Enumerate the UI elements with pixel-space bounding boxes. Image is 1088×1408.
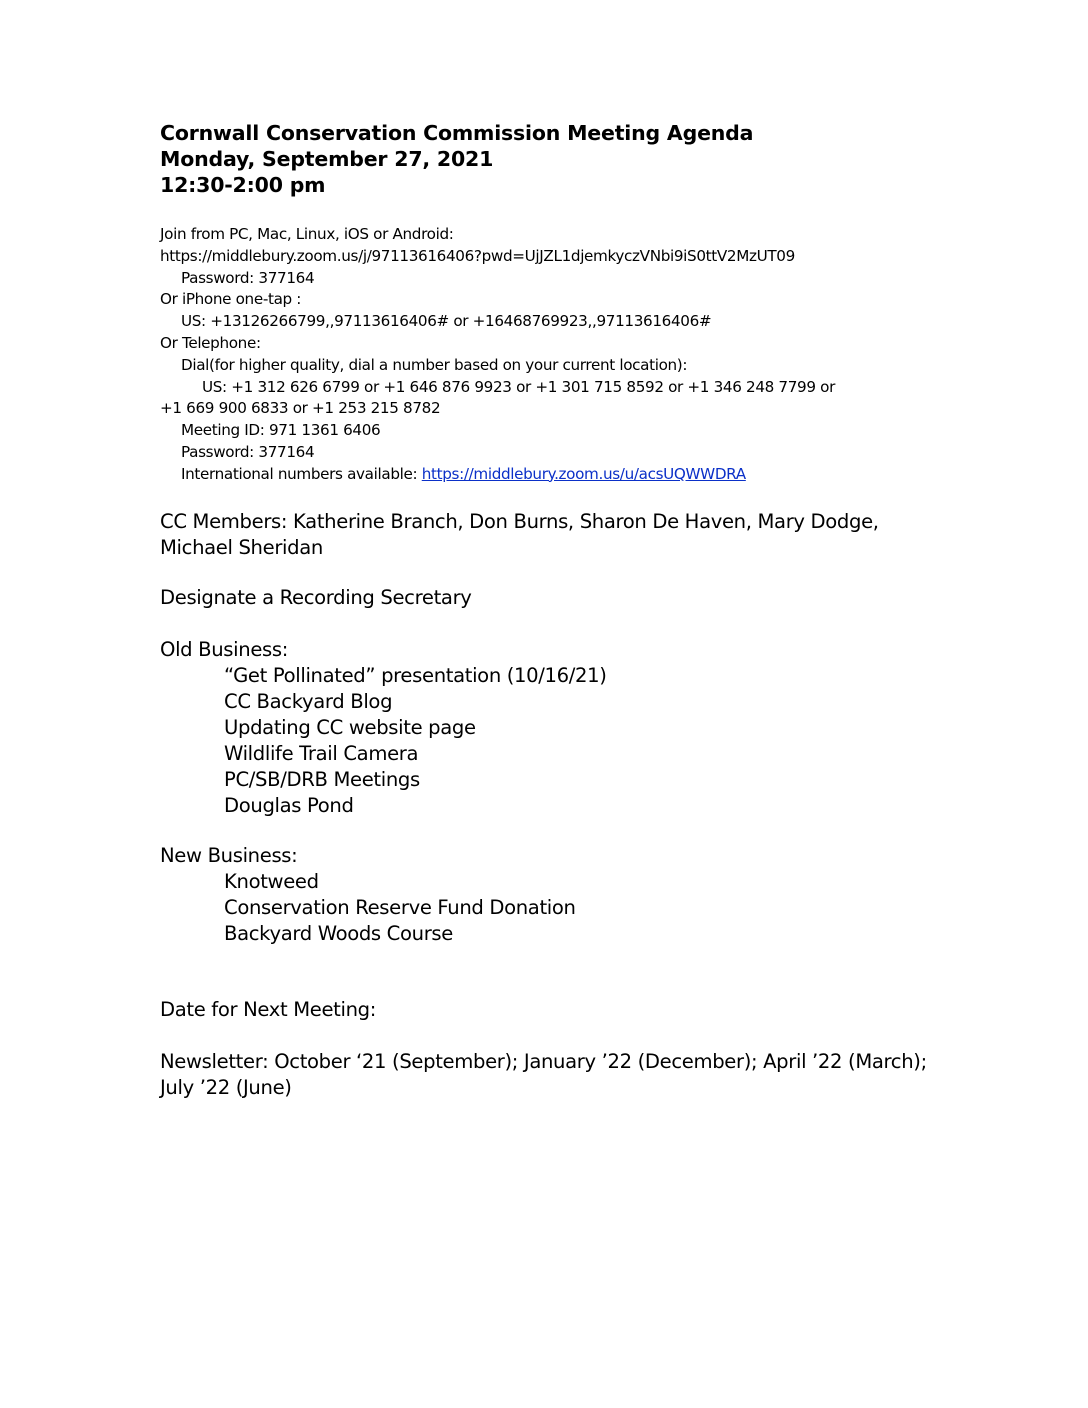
newsletter-line-2: July ’22 (June) <box>160 1076 292 1099</box>
list-item: Backyard Woods Course <box>224 922 453 945</box>
next-meeting-text: Date for Next Meeting: <box>160 998 377 1021</box>
list-item: Conservation Reserve Fund Donation <box>224 896 576 919</box>
list-item: CC Backyard Blog <box>224 690 393 713</box>
dial-numbers-2: +1 669 900 6833 or +1 253 215 8782 <box>160 399 441 418</box>
agenda-page <box>160 0 1040 1408</box>
phone-password: Password: 377164 <box>181 442 315 461</box>
dial-numbers-1: US: +1 312 626 6799 or +1 646 876 9923 or +1 301 715 8592 or +1 346 248 7799 or <box>202 377 835 396</box>
next-meeting-section <box>160 997 376 1023</box>
old-business-section <box>160 637 607 819</box>
iphone-label: Or iPhone one-tap : <box>160 290 302 309</box>
list-item: Wildlife Trail Camera <box>224 742 419 765</box>
international-label: International numbers available: <box>181 464 422 483</box>
newsletter-section <box>160 1049 927 1101</box>
meeting-id: Meeting ID: 971 1361 6406 <box>181 421 381 440</box>
new-business-section <box>160 843 576 947</box>
international-numbers <box>160 464 835 486</box>
agenda-title: Cornwall Conservation Commission Meeting Agenda <box>160 121 754 145</box>
agenda-header <box>160 120 753 198</box>
list-item: PC/SB/DRB Meetings <box>224 768 420 791</box>
list-item: “Get Pollinated” presentation (10/16/21) <box>224 664 607 687</box>
meeting-date: Monday, September 27, 2021 <box>160 147 494 171</box>
recording-secretary <box>160 585 472 611</box>
join-url: https://middlebury.zoom.us/j/97113616406?pwd=UjJZL1djemkyczVNbi9iS0ttV2MzUT09 <box>160 246 795 265</box>
old-business-heading: Old Business: <box>160 638 288 661</box>
telephone-label: Or Telephone: <box>160 333 261 352</box>
iphone-numbers: US: +13126266799,,97113616406# or +16468769923,,97113616406# <box>181 312 712 331</box>
join-label: Join from PC, Mac, Linux, iOS or Android: <box>160 225 454 243</box>
meeting-time: 12:30-2:00 pm <box>160 173 326 197</box>
list-item: Douglas Pond <box>224 794 354 817</box>
secretary-text: Designate a Recording Secretary <box>160 586 472 609</box>
dial-note: Dial(for higher quality, dial a number based on your current location): <box>181 355 688 374</box>
cc-members <box>160 509 879 561</box>
international-link[interactable]: https://middlebury.zoom.us/u/acsUQWWDRA <box>421 464 746 483</box>
members-line-1: CC Members: Katherine Branch, Don Burns, Sharon De Haven, Mary Dodge, <box>160 510 879 533</box>
newsletter-line-1: Newsletter: October ‘21 (September); January ’22 (December); April ’22 (March); <box>160 1050 927 1073</box>
new-business-heading: New Business: <box>160 844 298 867</box>
members-line-2: Michael Sheridan <box>160 536 323 559</box>
zoom-info <box>160 224 835 486</box>
zoom-password: Password: 377164 <box>181 268 315 287</box>
list-item: Knotweed <box>224 870 319 893</box>
list-item: Updating CC website page <box>224 716 476 739</box>
